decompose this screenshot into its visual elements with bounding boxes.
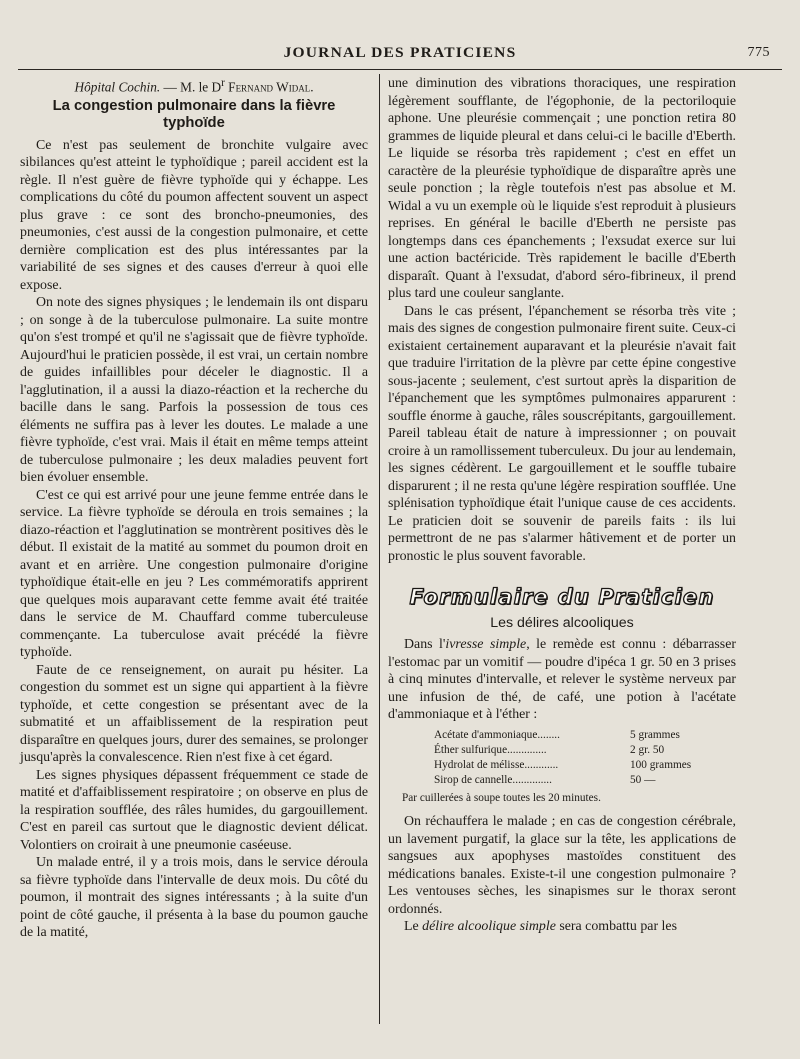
formulaire-paragraph-2: On réchauffera le malade ; en cas de congestion cérébrale, un lavement purgatif, la glace sur la tête, les applications de sangsues aux apophyses mastoïdes constituent des médications banales. Existe-t-il une congestion pulmonaire ? Les ventouses sèches, les sinapismes sur le thorax seront ordonnés. bbox=[388, 814, 736, 917]
recipe-quantity: 100 grammes bbox=[630, 758, 692, 771]
p3-rest: sera combattu par les bbox=[555, 919, 677, 934]
article-paragraph-3: C'est ce qui est arrivé pour une jeune femme entrée dans le service. La fièvre typhoïde se déroula en trois semaines ; la diazo-réaction et l'agglutination se montrèrent positives dès le début. Il existait de la matité au sommet du poumon droit en avant et en arrière. Une congestion pulmonaire d'origine typhoïdique était-elle en jeu ? Les commémoratifs apprirent que quelques mois auparavant cette femme avait été traitée dans le service de M. Chauffard comme tuberculeuse commençante. La tuberculose avait précédé la fièvre typhoïde. bbox=[20, 487, 368, 661]
recipe-ingredient: Sirop de cannelle.............. bbox=[434, 773, 552, 786]
journal-title: JOURNAL DES PRATICIENS bbox=[283, 44, 517, 61]
article-paragraph-5: Les signes physiques dépassent fréquemment ce stade de matité et d'affaiblissement respiratoire ; on observe en plus de la respiration soufflée, des râles humides, du gargouillement. C'est en pareil cas surtout que le diagnostic devient délicat. Volontiers on croirait à une pneumonie caséeuse. bbox=[20, 767, 368, 853]
page-number: 775 bbox=[747, 45, 770, 60]
intro-rest: , le remède est connu : débarrasser l'estomac par un vomitif — poudre d'ipéca 1 gr. 50 en 3 prises à cinq minutes d'intervalle, et relever le système nerveux par une infusion de thé, de café, une potion à l'acétate d'ammoniaque et à l'éther : bbox=[388, 637, 736, 722]
article-paragraph-2: On note des signes physiques ; le lendemain ils ont disparu ; on songe à de la tuberculose pulmonaire. La suite montre qu'on s'est trompé et qu'il ne s'agissait que de fièvre typhoïde. Aujourd'hui le praticien possède, il est vrai, un certain nombre de guides infaillibles pour déceler le diagnostic. Il a l'agglutination, il a aussi la diazo-réaction et la recherche du bacille dans le sang. Parfois la possession de tous ces éléments ne suffira pas à lever les doutes. Le malade a une fièvre typhoïde, c'est vrai. Mais il était en même temps atteint de tuberculose pulmonaire ; les deux maladies peuvent fort bien évoluer ensemble. bbox=[20, 295, 368, 486]
article-title: La congestion pulmonaire dans la fièvre typhoïde bbox=[52, 97, 336, 132]
recipe-ingredient: Hydrolat de mélisse............ bbox=[434, 758, 559, 771]
column-divider bbox=[379, 74, 380, 1024]
recipe-row bbox=[434, 758, 736, 773]
recipe-row bbox=[434, 743, 736, 758]
recipe-quantity: 50 — bbox=[630, 773, 656, 786]
header-rule bbox=[18, 69, 782, 70]
formulaire-paragraph-3 bbox=[388, 918, 736, 936]
recipe-quantity: 2 gr. 50 bbox=[630, 743, 665, 756]
recipe-row bbox=[434, 773, 736, 788]
formulaire-intro bbox=[388, 636, 736, 724]
author-prefix-sup: r bbox=[221, 77, 225, 89]
article-paragraph-1: Ce n'est pas seulement de bronchite vulgaire avec sibilances qu'est atteint le typhoïdique ; pareil accident est la règle. Il n'est guère de fièvre typhoïde qui y échappe. Les complications du côté du poumon affectent souvent un aspect plus grave : ce sont des broncho-pneumonies, des pneumonies, c'est aussi de la congestion pulmonaire, et cette dernière complication est des plus intéressantes par la variabilité de ses signes et des causes d'erreur à quoi elle expose. bbox=[20, 137, 368, 293]
left-column bbox=[20, 75, 368, 942]
recipe-quantity: 5 grammes bbox=[630, 728, 680, 741]
author-name: Fernand Widal. bbox=[224, 79, 314, 95]
p3-emphasis: délire alcoolique simple bbox=[422, 919, 556, 934]
article-paragraph-7: une diminution des vibrations thoraciques, une respiration légèrement soufflante, de l'égophonie, de la pectoriloquie aphone. Une pleurésie commençait ; une ponction retira 80 grammes de liquide pleural et dans celui-ci le bacille d'Eberth. Le liquide se résorba très rapidement ; c'est en effet un caractère de la pleurésie typhoïdique de disparaître après une seule ponction ; la règle toutefois n'est pas absolue et M. Widal a vu un exemple où le liquide s'est reproduit à plusieurs reprises. En général le bacille d'Eberth ne persiste pas longtemps dans ces épanchements ; l'exsudat exerce sur lui une action bactéricide. Très rapidement le bacille d'Eberth disparaît. Quant à l'exsudat, d'abord séro-fibrineux, il prend plus tard une couleur sanglante. bbox=[388, 76, 736, 301]
article-paragraph-4: Faute de ce renseignement, on aurait pu hésiter. La congestion du sommet est un signe qui appartient à la fièvre typhoïde, et cette congestion se présentant avec de la submatité et un affaiblissement de la respiration peut disparaître en quelques jours, durer des semaines, se prolonger jusqu'après la convalescence. Rien n'est fixe à cet égard. bbox=[20, 662, 368, 766]
formulaire-banner: Formulaire du Praticien bbox=[409, 585, 715, 609]
p3-lead: Le bbox=[404, 919, 423, 934]
intro-emphasis: ivresse simple bbox=[445, 637, 527, 652]
article-paragraph-6: Un malade entré, il y a trois mois, dans le service déroula sa fièvre typhoïde dans l'intervalle de deux mois. Du côté du poumon, il montrait des signes intéressants ; à la suite d'un point de côté gauche, il présenta à la base du poumon gauche de la matité, bbox=[20, 855, 368, 941]
intro-lead: Dans l' bbox=[404, 637, 446, 652]
formulaire-title: Les délires alcooliques bbox=[490, 614, 634, 631]
recipe-ingredient: Éther sulfurique.............. bbox=[434, 743, 547, 756]
recipe-list bbox=[434, 728, 736, 788]
institution: Hôpital Cochin. bbox=[74, 79, 161, 95]
running-head bbox=[18, 44, 782, 66]
article-byline bbox=[20, 75, 368, 96]
article-paragraph-8: Dans le cas présent, l'épanchement se résorba très vite ; mais des signes de congestion pulmonaire firent suite. Ceux-ci existaient certainement auparavant et la pleurésie n'avait fait que traduire l'irritation de la plèvre par cette épine congestive sous-jacente ; seulement, c'est surtout après la disparition de l'épanchement que les symptômes pulmonaires apparurent : souffle énorme à gauche, râles souscrépitants, gargouillement. Pareil tableau était de nature à impressionner ; on pouvait croire à un ramollissement tuberculeux. Du jour au lendemain, les signes cédèrent. Le gargouillement et le souffle tubaire disparurent ; il ne resta qu'une légère respiration soufflée. Une splénisation typhoïdique était l'unique cause de ces accidents. Le praticien doit se souvenir de pareils faits : ils lui permettront de ne pas s'alarmer hâtivement et de porter un pronostic le plus souvent favorable. bbox=[388, 303, 736, 564]
recipe-ingredient: Acétate d'ammoniaque........ bbox=[434, 728, 560, 741]
author-prefix: — M. le D bbox=[160, 79, 222, 95]
recipe-row bbox=[434, 728, 736, 743]
right-column bbox=[388, 75, 736, 936]
recipe-note: Par cuillerées à soupe toutes les 20 minutes. bbox=[402, 791, 601, 804]
